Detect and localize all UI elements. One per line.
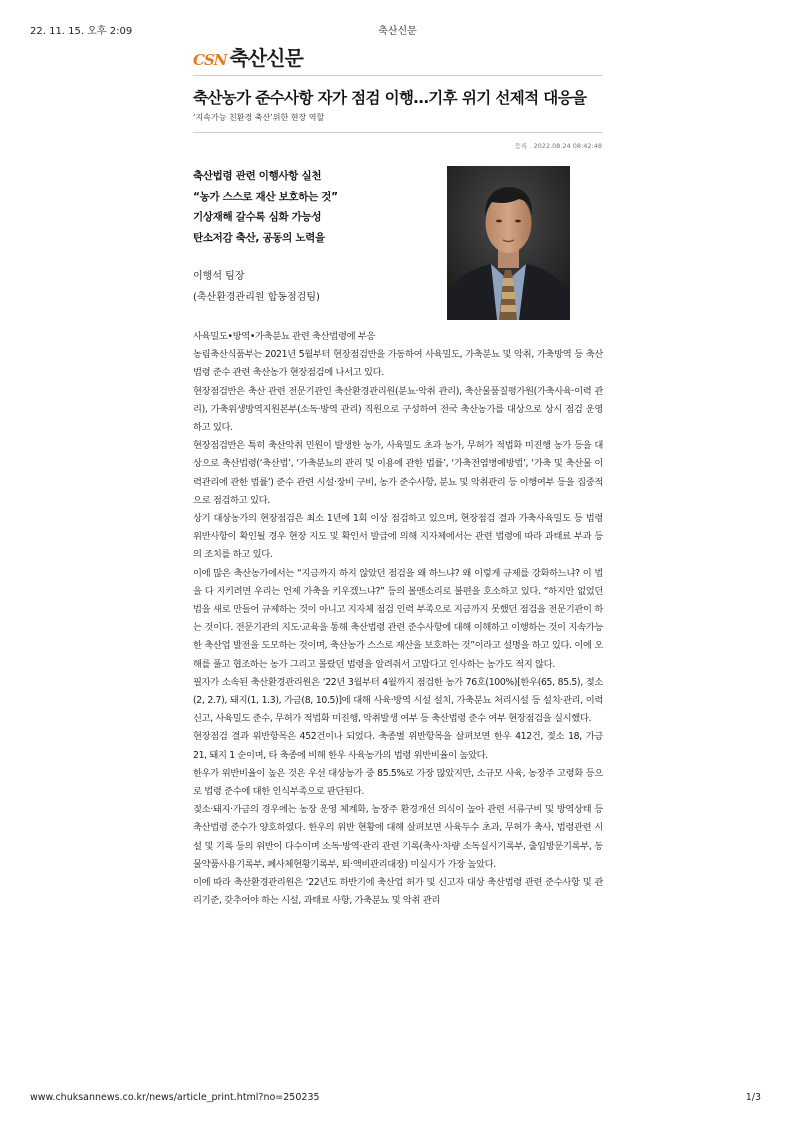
article-subhead: ‘지속가능 친환경 축산’위한 현장 역할 [193, 113, 325, 122]
page-number: 1/3 [745, 1092, 761, 1103]
meta-label: 등록 [514, 142, 528, 150]
summary-line: 탄소저감 축산, 공동의 노력을 [193, 231, 325, 244]
summary-line: 기상재해 갈수록 심화 가능성 [193, 211, 322, 223]
article-meta [511, 141, 602, 150]
body-paragraph: 현장점검반은 축산 관련 전문기관인 축산환경관리원(분뇨·악취 관리), 축산물품질평가원(가축사육·이력 관리), 가축위생방역지원본부(소독·방역 관리) 직원으로 구성하여 전국 축산농가를 대상으로 상시 점검 운영하고 있다. [193, 385, 603, 434]
author-portrait-image [447, 166, 570, 320]
headline-divider [193, 132, 602, 133]
author-name: 이행석 팀장 [193, 271, 245, 282]
article-headline: 축산농가 준수사항 자가 점검 이행…기후 위기 선제적 대응을 [193, 89, 587, 107]
body-paragraph: 젖소·돼지·가금의 경우에는 농장 운영 체계화, 농장주 환경개선 의식이 높아 관련 서류구비 및 방역상태 등 축산법령 준수가 양호하였다. 한우의 위반 현황에 대해 살펴보면 사육두수 초과, 무허가 축사, 법령관련 시설 및 기록 등의 위반이 다수이며 소독·방역·관리 관련 기록(축사·차량 소독실시기록부, 출입방문기록부, 동물약품사용기록부, 폐사체현황기록부, 퇴·액비관리대장) 미실시가 가장 높았다. [193, 804, 603, 870]
body-paragraph: 한우가 위반비율이 높은 것은 우선 대상농가 중 85.5%로 가장 많았지만, 소규모 사육, 농장주 고령화 등으로 법령 준수에 대한 인식부족으로 판단된다. [193, 767, 603, 798]
header-divider [193, 75, 602, 76]
site-logo[interactable] [193, 42, 303, 70]
body-paragraph: 사육밀도•방역•가축분뇨 관련 축산법령에 부응 [193, 331, 376, 342]
summary-line: “농가 스스로 재산 보호하는 것” [193, 190, 338, 203]
body-paragraph: 상기 대상농가의 현장점검은 최소 1년에 1회 이상 점검하고 있으며, 현장점검 결과 가축사육밀도 등 법령 위반사항이 확인될 경우 현장 지도 및 확인서 발급에 의해 지자체에서는 관련 법령에 따라 과태료 부과 등의 조치를 하고 있다. [193, 513, 603, 561]
article-summary [193, 166, 338, 248]
body-paragraph: 현장점검반은 특히 축산악취 민원이 발생한 농가, 사육밀도 초과 농가, 무허가 적법화 미진행 농가 등을 대상으로 축산법령(‘축산법’, ‘가축분뇨의 관리 및 이용에 관한 법률’, ‘가축전염병예방법’, ‘가축 및 축산물 이력관리에 관한 법률’) 준수 관련 시설·장비 구비, 농가 준수사항, 분뇨 및 악취관리 등 이행여부 등을 집중적으로 점검하고 있다. [193, 440, 603, 506]
summary-line: 축산법령 관련 이행사항 실천 [193, 170, 322, 182]
print-url: www.chuksannews.co.kr/news/article_print.html?no=250235 [30, 1092, 320, 1103]
logo-mark: CSN [193, 51, 227, 69]
logo-name: 축산신문 [229, 46, 303, 70]
print-site-title: 축산신문 [378, 26, 417, 37]
body-paragraph: 이에 많은 축산농가에서는 “지금까지 하지 않았던 점검을 왜 하느냐? 왜 이렇게 규제를 강화하느냐? 이 법을 다 지키려면 우리는 언제 가축을 키우겠느냐?” 등의 볼멘소리로 불편을 호소하고 있다. “하지만 없었던 법을 새로 만들어 규제하는 것이 아니고 지자체 점검 인력 부족으로 지금까지 못했던 점검을 전문기관이 하는 것이다. 전문기관의 지도·교육을 통해 축산법령 관련 준수사항에 대해 이해하고 이행하는 것이 지속가능한 축산업 발전을 도모하는 것이며, 축산농가 스스로 재산을 보호하는 것”이라고 설명을 하고 있다. 이에 오해를 풀고 협조하는 농가 그리고 몰랐던 법령을 알려줘서 고맙다고 인사하는 농가도 적지 않다. [193, 567, 603, 670]
body-paragraph: 농림축산식품부는 2021년 5월부터 현장점검반을 가동하여 사육밀도, 가축분뇨 및 악취, 가축방역 등 축산법령 준수 관련 축산농가 현장점검에 나서고 있다. [193, 349, 603, 379]
author-affiliation: (축산환경관리원 합동점검팀) [193, 292, 320, 303]
body-paragraph: 현장점검 결과 위반항목은 452건이나 되었다. 축종별 위반항목을 살펴보면 한우 412건, 젖소 18, 가금 21, 돼지 1 순이며, 타 축종에 비해 한우 사육농가의 법령 위반비율이 높았다. [193, 731, 603, 761]
body-paragraph: 이에 따라 축산환경관리원은 ‘22년도 하반기에 축산업 허가 및 신고자 대상 축산법령 관련 준수사항 및 관리기준, 갖추어야 하는 시설, 과태료 사항, 가축분뇨 및 악취 관리 [193, 877, 603, 907]
body-paragraph: 필자가 소속된 축산환경관리원은 ‘22년 3월부터 4월까지 점검한 농가 76호(100%)[한우(65, 85.5), 젖소(2, 2.7), 돼지(1, 1.3), 가금(8, 10.5)]에 대해 사육·방역 시설 설치, 가축분뇨 처리시설 등 설치·관리, 이력신고, 사육밀도 준수, 무허가 적법화 미진행, 악취발생 여부 등 축산법령 준수 여부 현장점검을 실시했다. [193, 676, 603, 725]
author-photo [447, 166, 570, 320]
author-block [193, 266, 320, 308]
meta-date: 2022.08.24 08:42:48 [533, 142, 602, 150]
print-datetime: 22. 11. 15. 오후 2:09 [30, 26, 133, 37]
article-body [193, 328, 603, 911]
